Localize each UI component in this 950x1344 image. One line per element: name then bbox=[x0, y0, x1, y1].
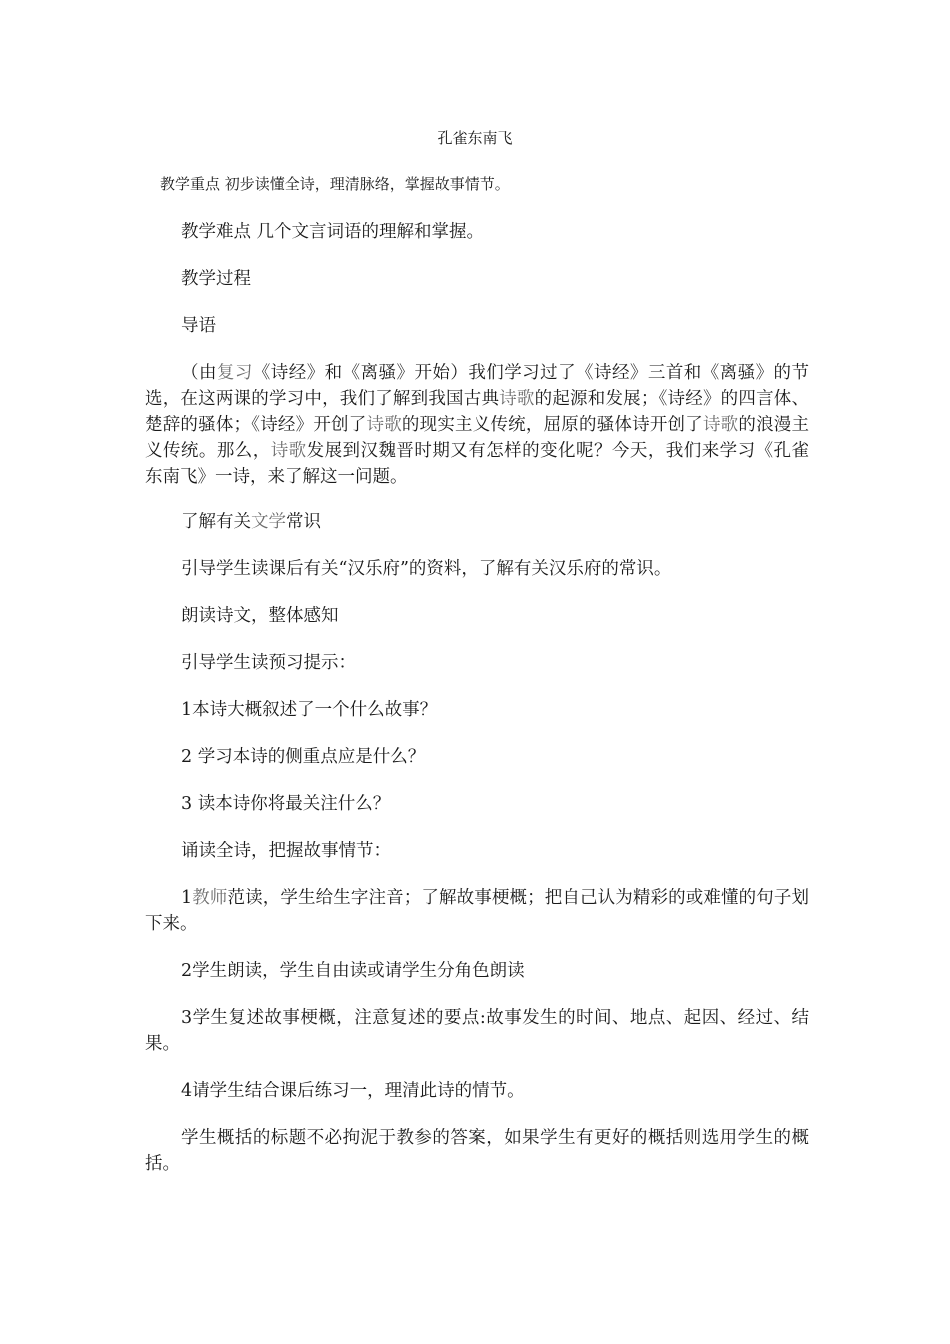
intro-heading: 导语 bbox=[181, 316, 216, 336]
text-run: 发展到汉魏晋时期又有怎样的变化呢？今天，我们来学习《孔雀东南飞》一诗，来了解这一问题。 bbox=[145, 441, 810, 487]
step-1 bbox=[145, 885, 809, 937]
keyword-link-poetry[interactable]: 诗歌 bbox=[270, 441, 307, 461]
keyword-link-poetry[interactable]: 诗歌 bbox=[702, 415, 739, 435]
summary-note: 学生概括的标题不必拘泥于教参的答案，如果学生有更好的概括则选用学生的概括。 bbox=[145, 1128, 809, 1174]
text-run: （由 bbox=[181, 363, 217, 383]
preview-intro: 引导学生读预习提示： bbox=[181, 653, 356, 673]
step-2: 2学生朗读，学生自由读或请学生分角色朗读 bbox=[181, 961, 525, 981]
recite-heading: 诵读全诗，把握故事情节： bbox=[181, 841, 391, 861]
keyword-link-poetry[interactable]: 诗歌 bbox=[366, 415, 402, 435]
text-run: 常识 bbox=[286, 512, 321, 532]
text-run: 的现实主义传统，屈原的骚体诗开创了 bbox=[401, 415, 703, 435]
teaching-process-heading: 教学过程 bbox=[181, 269, 251, 289]
step-3: 3学生复述故事梗概，注意复述的要点:故事发生的时间、地点、起因、经过、结果。 bbox=[145, 1008, 809, 1054]
page-title: 孔雀东南飞 bbox=[437, 129, 513, 147]
preview-question-2: 2 学习本诗的侧重点应是什么？ bbox=[181, 747, 426, 767]
preview-question-1: 1本诗大概叙述了一个什么故事？ bbox=[181, 700, 438, 720]
teaching-key-point: 教学重点 初步读懂全诗，理清脉络，掌握故事情节。 bbox=[160, 175, 510, 193]
step-4: 4请学生结合课后练习一，理清此诗的情节。 bbox=[181, 1081, 525, 1101]
text-run: 了解有关 bbox=[181, 512, 251, 532]
intro-paragraph bbox=[145, 360, 809, 490]
keyword-link-poetry[interactable]: 诗歌 bbox=[499, 389, 535, 409]
yuefu-guide: 引导学生读课后有关“汉乐府”的资料，了解有关汉乐府的常识。 bbox=[181, 559, 672, 579]
text-run: 《诗经》和《离骚》开始）我们学习过了《诗经》三首和《离骚》的节选，在这两课的学习中，我们了解到我国古典 bbox=[145, 363, 810, 409]
keyword-link-review[interactable]: 复习 bbox=[216, 363, 253, 383]
read-heading: 朗读诗文，整体感知 bbox=[181, 606, 339, 626]
preview-question-3: 3 读本诗你将最关注什么？ bbox=[181, 794, 391, 814]
text-run: 的起源和发展；《诗经》的四言体、楚辞的骚体；《诗经》开创了 bbox=[145, 389, 810, 435]
keyword-link-literature[interactable]: 文学 bbox=[251, 512, 286, 532]
text-run: 范读，学生给生字注音；了解故事梗概；把自己认为精彩的或难懂的句子划下来。 bbox=[145, 888, 809, 934]
teaching-difficulty: 教学难点 几个文言词语的理解和掌握。 bbox=[181, 222, 485, 242]
keyword-link-teacher[interactable]: 教师 bbox=[192, 888, 228, 908]
text-run: 1 bbox=[181, 888, 193, 908]
literature-heading bbox=[145, 509, 809, 535]
text-run: 的浪漫主义传统。那么， bbox=[145, 415, 810, 461]
